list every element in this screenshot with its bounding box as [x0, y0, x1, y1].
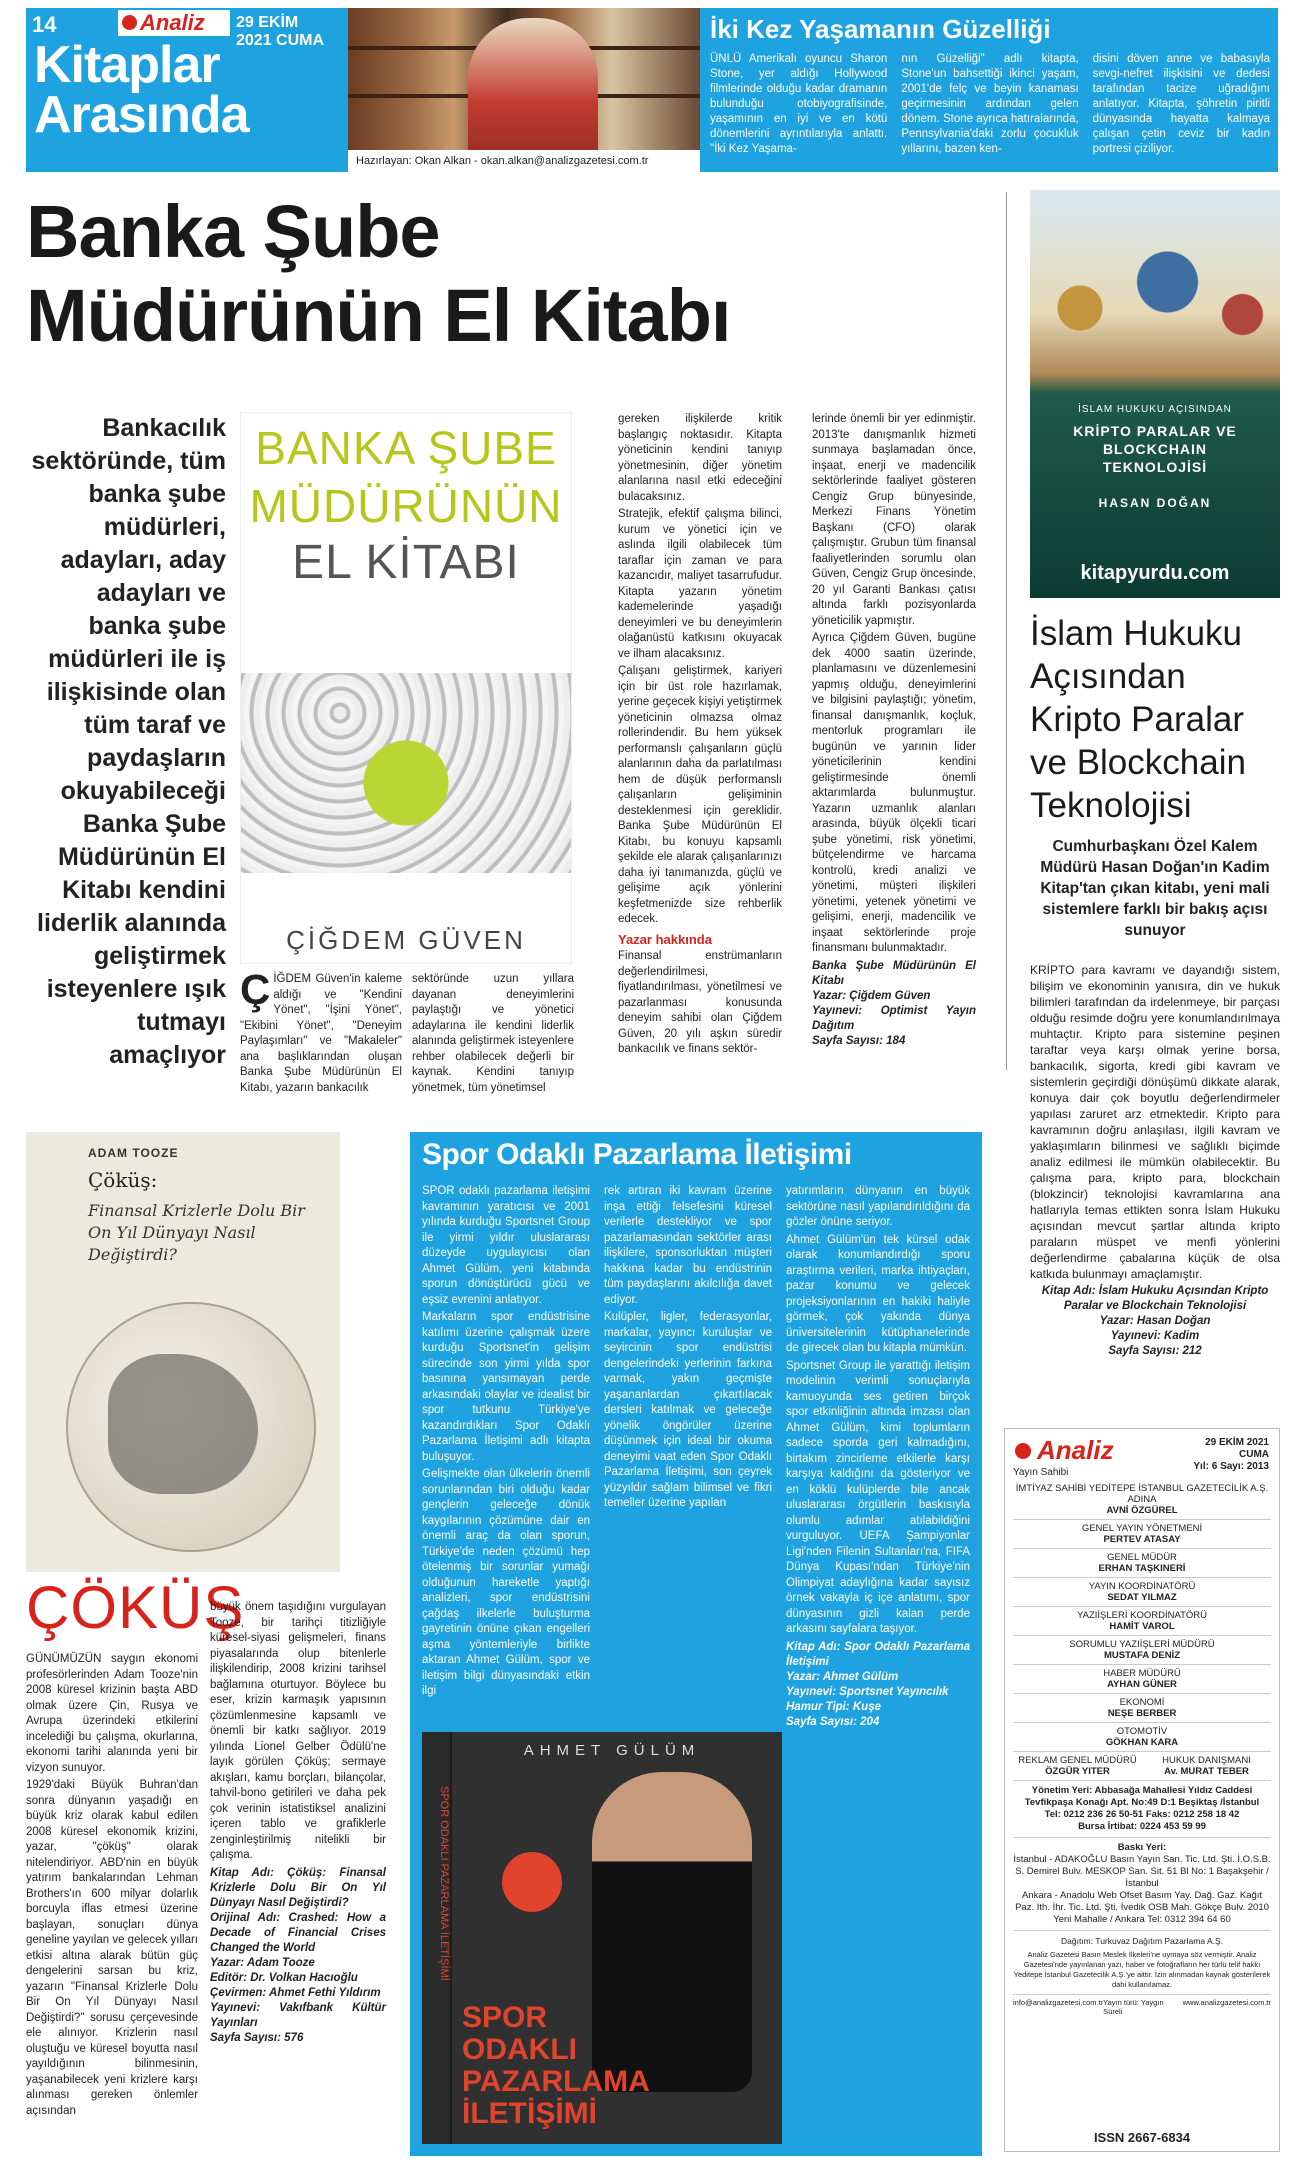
imprint-owner: İMTİYAZ SAHİBİ YEDİTEPE İSTANBUL GAZETECİLİK A.Ş. ADINA AVNİ ÖZGÜREL	[1013, 1480, 1271, 1520]
globe-illustration	[66, 1302, 316, 1552]
editor-credit: Hazırlayan: Okan Alkan - okan.alkan@analizgazetesi.com.tr	[348, 150, 700, 172]
ball-icon	[502, 1852, 562, 1912]
section-header	[26, 8, 1278, 172]
kripto-book-info: Kitap Adı: İslam Hukuku Açısından Kripto Paralar ve Blockchain Teknolojisi Yazar: Hasan Doğan Yayınevi: Kadim Sayfa Sayısı: 212	[1041, 1285, 1269, 1357]
main-col-2: sektöründe uzun yıllara dayanan deneyimlerini paylaştığı ve yönetici adaylarına ile kendini liderlik alanında geliştirmek isteyenlere rehber olabilecek değerli bir kaynak. Kendini tanıyıp yönetmek, tüm yönetimsel	[412, 973, 574, 1094]
svg-text:SPOR ODAKLI PAZARLAMA İLETİŞİM: SPOR ODAKLI PAZARLAMA İLETİŞİMİ	[438, 1786, 450, 1981]
cover-watermark: kitapyurdu.com	[1080, 562, 1230, 584]
skyline-illustration	[1030, 230, 1280, 360]
imprint-address: Yönetim Yeri: Abbasağa Mahallesi Yıldız Caddesi Tevfikpaşa Konağı Apt. No:49 D:1 Beşiktaş /İstanbul Tel: 0212 236 26 50-51 Faks: 0212 258 18 42 Bursa İrtibat: 0224 453 59 99	[1013, 1781, 1271, 1838]
header-col-2: nın Güzelliği" adlı kitapta, Stone'un bahsettiği ikinci yaşam, 2001'de felç ve beyin kanaması geçirmesinin ardından gelen dönem. Stone ayrıca hatıralarında, Pennsylvania'daki zorlu çocukluk yıllarını, bazen ken-	[901, 53, 1079, 155]
kripto-headline: İslam Hukuku Açısından Kripto Paralar ve Blockchain Teknolojisi	[1030, 614, 1246, 825]
spor-col-1: SPOR odaklı pazarlama iletişimi kavramının yaratıcısı ve 2001 yılında kurduğu Sportsnet Group ile yirmi yıldır uluslararası düzeyde uygulayıcısı olan Ahmet Gülüm, yeni kitabında sporun dönüştürücü gücü ve eşsiz evrenini anlatıyor. Markaların spor endüstrisine katılımı üzerine çalışmak üzere kurduğu Sportsnet'in gelişim sürecinde son yirmi yılda spor basınına yansımayan perde arkasındaki olaylar ve idealist bir spor tutkunu Türkiye'ye kazandırdıkları Spor Odaklı Pazarlama İletişimi adlı kitapta buluşuyor. Gelişmekte olan ülkelerin önemli sorunlarından biri olduğu kadar gençlerin geleceğe dönük kaygılarının çözümüne dair en önemli araç da olan sporun, Türkiye'de neden çözümü hep ötelenmiş bir sorunlar yumağı olduğunun hareketle yaptığı analizleri, spor endüstrisini çağdaş ilkelerle buluşturma gayretinin önüne çıkan engelleri aşma yöntemleriyle birlikte aktaran Ahmet Gülüm, spor ve iletişim bilgi dünyasındaki etkin ilgi	[422, 1185, 590, 1697]
header-photo	[348, 8, 700, 172]
book-info: Banka Şube Müdürünün El Kitabı Yazar: Çiğdem Güven Yayınevi: Optimist Yayın Dağıtım Sayfa Sayısı: 184	[812, 959, 976, 1047]
drop-cap: Ç	[240, 966, 271, 1013]
spor-book-cover: AHMET GÜLÜM SPOR ODAKLI PAZARLAMA İLETİŞİMİ SPOR ODAKLI PAZARLAMA İLETİŞİMİ	[422, 1732, 782, 2144]
imprint-box: Analiz 29 EKİM 2021 CUMA Yıl: 6 Sayı: 2013 Yayın Sahibi İMTİYAZ SAHİBİ YEDİTEPE İSTANBUL GAZETECİLİK A.Ş. ADINA AVNİ ÖZGÜREL GENEL YAYIN YÖNETMENİ PERTEV ATASAY GENEL MÜDÜR ERHAN TAŞKINERİ YAYIN KOORDİNATÖRÜ SEDAT YILMAZ YAZIİŞLERİ KOORDİNATÖRÜ HAMİT VAROL SORUMLU YAZIİŞLERİ MÜDÜRÜ MUSTAFA DENİZ HABER MÜDÜRÜ AYHAN GÜNER EKONOMİ NEŞE BERBER OTOMOTİV GÖKHAN KARA REKLAM GENEL MÜDÜRÜ ÖZGÜR YITER HUKUK DANIŞMANI Av. MURAT TEBER Yönetim Yeri: Abbasağa Mahallesi Yıldız Caddesi Tevfikpaşa Konağı Apt. No:49 D:1 Beşiktaş /İstanbul Tel: 0212 236 26 50-51 Faks: 0212 258 18 42 Bursa İrtibat: 0224 453 59 99 Baskı Yeri: İstanbul - ADAKOĞLU Basın Yayın San. Tic. Ltd. Şti. İ.O.S.B. S. Demirel Bulv. MESKOP San. Sit. 51 Bl No: 1 Başakşehir / İstanbul Ankara - Anadolu Web Ofset Basım Yay. Dağ. Gaz. Kağıt Paz. Ith. İhr. Tic. Ltd. Şti. İvedik OSB Mah. Gökçe Bulv. 2010 Yeni Mahalle / Ankara Tel: 0312 394 64 60 Dağıtım: Turkuvaz Dağıtım Pazarlama A.Ş. Analiz Gazetesi Basın Meslek İlkeleri'ne uymaya söz vermiştir. Analiz Gazetesi'nde yayınlanan yazı, haber ve fotoğrafların her türlü telif hakkı Yeditepe İstanbul Gazetecilik A.Ş.'ye aittir. İzin alınmadan kaynak gösterilerek dahi kullanılamaz. info@analizgazetesi.com.tr Yayın türü: Yaygın Süreli www.analizgazetesi.com.tr ISSN 2667-6834	[1004, 1428, 1280, 2152]
cover-title-line-3: EL KİTABI	[292, 536, 520, 589]
header-article-body	[710, 52, 1270, 168]
kripto-subheadline: Cumhurbaşkanı Özel Kalem Müdürü Hasan Doğan'ın Kadim Kitap'tan çıkan kitabı, yeni mali sistemlere farklı bir bakış açısı sunuyor	[1040, 838, 1270, 939]
cokus-col-2: büyük önem taşıdığını vurgulayan Tooze, bir tarihçi titizliğiyle küresel-siyasi gelişmeleri, finans piyasalarında olup bitenlerle ilişkilendirip, 2008 krizini tarihsel bağlamına oturtuyor. Böylece bu eser, krizin karmaşık yapısının çözümlenmesine kapsamlı ve önemli bir katkı sağlıyor. 2019 yılında Lionel Gelber Ödülü'ne layık görülen Çöküş; sermaye akışları, kamu borçları, bilançolar, tahvil-bono getirileri ve daha pek çok verinin istatistiksel analizini içeren tablo ve grafiklerle zenginleştirilmiş nitelikli bir çalışma. Kitap Adı: Çöküş: Finansal Krizlerle Dolu Bir On Yıl Dünyayı Nasıl Değiştirdi? Orijinal Adı: Crashed: How a Decade of Financial Crises Changed the World Yazar: Adam Tooze Editör: Dr. Volkan Hacıoğlu Çevirmen: Ahmet Fethi Yıldırım Yayınevi: Vakıfbank Kültür Yayınları Sayfa Sayısı: 576	[210, 1601, 386, 2044]
main-lead: Bankacılık sektöründe, tüm banka şube müdürleri, adayları, aday adayları ve banka şube müdürleri ile iş ilişkisinde olan tüm taraf ve paydaşların okuyabileceği Banka Şube Müdürünün El Kitabı kendini liderlik alanında geliştirmek isteyenlere ışık tutmayı amaçlıyor	[31, 414, 226, 1069]
logo-dot-icon	[122, 15, 137, 30]
issue-date: 29 EKİM 2021 CUMA	[236, 14, 325, 49]
main-headline: Banka Şube Müdürünün El Kitabı	[26, 190, 731, 357]
column-divider	[1006, 192, 1007, 1070]
cokus-col-1: GÜNÜMÜZÜN saygın ekonomi profesörlerinden Adam Tooze'nin 2008 küresel krizinin başta ABD olmak üzere Çin, Rusya ve Avrupa üzerindeki etkilerini incelediği bu çalışma, okurlarına, ekonomi tarihi alanında yeni bir vizyon sunuyor. 1929'daki Büyük Buhran'dan sonra dünyanın yaşadığı en büyük kriz olarak kabul edilen 2008 küresel ekonomik krizini, yazar, "çöküş" olarak nitelendiriyor. ABD'nin en büyük yatırım bankalarından Lehman Brothers'ın 600 milyar dolarlık borcuyla iflas etmesi üzerine başlayan, sonuçları dünya geneline yayılan ve gelecek yılları etkisi altına alarak bütün güç dengelerini sarsan bu kriz, yazarın "Finansal Krizlerle Dolu Bir On Yıl Dünyayı Nasıl Değiştirdi?" sorusu çerçevesinde ele alınıyor. Krizlerin nasıl oluştuğu ve küresel boyutta nasıl yayıldığının bilinmesinin, yaşanabilecek yeni krizlere karşı alınması gereken önlemler açısından	[26, 1653, 198, 2117]
cokus-book-cover: ADAM TOOZE Çöküş: Finansal Krizlerle Dolu Bir On Yıl Dünyayı Nasıl Değiştirdi?	[26, 1132, 340, 1572]
main-col-1: ÇİĞDEM Güven'in kaleme aldığı ve "Kendini Yönet", "İşini Yönet", "Ekibini Yönet", "Deneyim Paylaşımları" ve "Makaleler" ana başlıklarından oluşan Banka Şube Müdürünün El Kitabı, yazarın bankacılık	[240, 966, 402, 1094]
section-title: Kitaplar Arasında	[34, 36, 249, 144]
cover-title-line-1: BANKA ŞUBE	[255, 422, 557, 474]
imprint-web: info@analizgazetesi.com.tr Yayın türü: Yaygın Süreli www.analizgazetesi.com.tr	[1013, 1998, 1271, 2016]
cokus-headline: ÇÖKÜŞ	[26, 1574, 245, 1641]
reader-figure	[468, 18, 598, 172]
newspaper-logo[interactable]: Analiz	[118, 10, 230, 36]
kripto-book-cover: İSLAM HUKUKU AÇISINDAN KRİPTO PARALAR VE BLOCKCHAIN TEKNOLOJİSİ HASAN DOĞAN kitapyurdu.com	[1030, 190, 1280, 598]
main-col-3: gereken ilişkilerde kritik başlangıç noktasıdır. Kitapta yöneticinin kendini tanıyıp yönetmesinin, diğer yönetim alanlarına nasıl etki edeceğini bulacaksınız. Stratejik, efektif çalışma bilinci, kurum ve yönetici için ve aslında ilgili olabilecek tüm taraflar için zaman ve para kazancıdır, maliyet tasarrufudur. Kitapta yazarın yönetim kademelerinde yaşadığı deneyimleri ve bu deneyimlerin olağanüstü katkısını okuyacak ve ilham alacaksınız. Çalışanı geliştirmek, kariyeri için bir üst role hazırlamak, yerine geçecek kişiyi yetiştirmek yöneticinin olmazsa olmaz rollerindendir. Bu hem yüksek performanslı çalışanların güçlü alanlarının daha da parlatılması hem de düşük performanslı çalışanların gelişiminin desteklenmesi için gereklidir. Banka Şube Müdürünün El Kitabı, bu konuyu kapsamlı şekilde ele alarak çalışanlarınızı daha iyi tanımanızda, güçlü ve gelişime açık yönlerini keşfetmenizde size rehberlik edecek. Yazar hakkında Finansal enstrümanların değerlendirilmesi, fiyatlandırılması, yönetilmesi ve pazarlanması konusunda deneyim sahibi olan Çiğdem Güven, 20 yılı aşkın süredir bankacılık ve finans sektör-	[618, 413, 782, 1055]
main-col-4: lerinde önemli bir yer edinmiştir. 2013'te danışmanlık hizmeti sunmaya başlamadan önce, inşaat, enerji ve madencilik sektörlerinde faaliyet gösteren Cengiz Grup bünyesinde, Merkezi Finans Yönetim Başkanı (CFO) olarak çalışmıştır. Grubun tüm finansal faaliyetlerinden sorumlu olan Güven, Cengiz Grup öncesinde, 20 yıl Garanti Bankası çatısı altında farklı pozisyonlarda yöneticilik yapmıştır. Ayrıca Çiğdem Güven, bugüne dek 4000 saatin üzerinde, planlamasını ve düzenlemesini yapmış olduğu, deneyimlerini ve bilgisini paylaştığı; yönetim, finansal danışmanlık, koçluk, mentorluk programları ile bugünün ve yarının lider yöneticilerinin kendini geliştirmesinde önemli aktarımlarda bulunmuştur. Yazarın uzmanlık alanları arasında, büyük ölçekli ticari şube yönetimi, risk yönetimi, bütçelendirme ve harcama kontrolü, kredi analizi ve yönetimi, müşteri ilişkileri yönetimi, yetenek yönetimi ve gelişimi, enerji, madencilik ve inşaat sektörlerinde proje finansmanı bulunmaktadır. Banka Şube Müdürünün El Kitabı Yazar: Çiğdem Güven Yayınevi: Optimist Yayın Dağıtım Sayfa Sayısı: 184	[812, 413, 976, 1047]
cokus-book-info: Kitap Adı: Çöküş: Finansal Krizlerle Dolu Bir On Yıl Dünyayı Nasıl Değiştirdi? Orijinal Adı: Crashed: How a Decade of Financial Crises Changed the World Yazar: Adam Tooze Editör: Dr. Volkan Hacıoğlu Çevirmen: Ahmet Fethi Yıldırım Yayınevi: Vakıfbank Kültür Yayınları Sayfa Sayısı: 576	[210, 1866, 386, 2044]
imprint-logo: Analiz	[1013, 1435, 1271, 1465]
header-article-title: İki Kez Yaşamanın Güzelliği	[710, 14, 1051, 44]
banka-book-cover	[240, 412, 572, 964]
cover-spine	[428, 1782, 450, 2122]
header-col-1: ÜNLÜ Amerikalı oyuncu Sharon Stone, yer aldığı Hollywood filmlerinde olduğu kadar dramanın bulunduğu otobiyografisinde, yaşamının en iyi ve en kötü dönemlerini ayrıntılarıyla anlattı. "İki Kez Yaşama-	[710, 53, 888, 155]
cover-author: ÇİĞDEM GÜVEN	[286, 925, 526, 955]
spor-col-2: rek artıran iki kavram üzerine inşa ettiği felsefesini küresel verilerle destekliyor ve spor pazarlamasından sektörler arası ilişkilere, sponsorluktan müşteri hakkına kadar bu endüstrinin tüm paydaşlarını akılcılığa davet ediyor. Kulüpler, ligler, federasyonlar, markalar, yayıncı kuruluşlar ve seyircinin spor endüstrisi dengelerindeki yerlerinin farkına varmak, yakın geçmişte yaşananlardan çıkartılacak dersleri katılmak ve geleceğe yönelik öngörüler üzerine düşünmek için ideal bir okuma deneyimi vaat eden Spor Odaklı Pazarlama İletişimi, son çeyrek yüzyıldır sağlam bilimsel ve fikri temeller üzerine yapılan	[604, 1185, 772, 1509]
spor-headline: Spor Odaklı Pazarlama İletişimi	[422, 1138, 852, 1171]
page-number: 14	[32, 12, 57, 37]
cover-title: SPOR ODAKLI PAZARLAMA İLETİŞİMİ	[462, 2001, 649, 2130]
author-about-heading: Yazar hakkında	[618, 931, 712, 947]
spor-book-info: Kitap Adı: Spor Odaklı Pazarlama İletişimi Yazar: Ahmet Gülüm Yayınevi: Sportsnet Yayıncılık Hamur Tipi: Kuşe Sayfa Sayısı: 204	[786, 1640, 970, 1728]
spheres-illustration	[241, 673, 571, 873]
spor-article	[410, 1132, 982, 2156]
spor-col-3: yatırımların dünyanın en büyük sektörüne nasıl yapılandırıldığını da gözler önüne seriyor. Ahmet Gülüm'ün tek kürsel odak olarak konumlandırdığı sporu araştırma verileri, marka ihtiyaçları, pazar konumu ve gelecek projeksiyonlarının en hakiki haliyle görmek, çok yakında dünya üniversitelerinin kütüphanelerinde de girecek olan bu kitapla mümkün. Sportsnet Group ile yarattığı iletişim modelinin verimli sonuçlarıyla kamuoyunda ses getiren birçok spor etkinliğinin altında imzası olan Ahmet Gülüm, kimi toplumların sadece sporda geri kalmadığını, birtakım zincirleme etkilerle karşı karşıya kaldığını da gösteriyor ve en köklü kulüplerde bile ancak uluslararası örgütlerin baskısıyla olumlu adımlar atılabildiğini vurguluyor. UEFA Şampiyonlar Ligi'nden Filenin Sultanları'na, FIFA Dünya Kupası'ndan Türkiye'nin Olimpiyat adaylığına kadar sayısız örnek vakayla iç içe anlatımı, spor dünyasının gizli kalan perde arkasını sayfalara taşıyor. Kitap Adı: Spor Odaklı Pazarlama İletişimi Yazar: Ahmet Gülüm Yayınevi: Sportsnet Yayıncılık Hamur Tipi: Kuşe Sayfa Sayısı: 204	[786, 1185, 970, 1728]
imprint-print: Baskı Yeri: İstanbul - ADAKOĞLU Basın Yayın San. Tic. Ltd. Şti. İ.O.S.B. S. Demirel Bulv. MESKOP San. Sit. 51 Bl No: 1 Başakşehir / İstanbul Ankara - Anadolu Web Ofset Basım Yay. Dağ. Gaz. Kağıt Paz. Ith. İhr. Tic. Ltd. Şti. İvedik OSB Mah. Gökçe Bulv. 2010 Yeni Mahalle / Ankara Tel: 0312 394 64 60	[1013, 1838, 1271, 1931]
imprint-date: 29 EKİM 2021 CUMA Yıl: 6 Sayı: 2013	[1193, 1437, 1269, 1472]
issn: ISSN 2667-6834	[1093, 2130, 1191, 2145]
kripto-body: KRİPTO para kavramı ve dayandığı sistem, bilişim ve ekonominin yanısıra, din ve hukuk bilimleri tarafından da irdelenmeye, bir parçası olduğu resimde doğru yere konumlandırılmaya muhtaçtır. Kripto para sistemine peşinen taraftar veya karşı olmak yerine borsa, bankacılık, sigorta, kredi gibi kavram ve sistemlerin geçirdiği dönüşümü dikkate alarak, konuya dair çok boyutlu değerlendirmeler yapılası zaruret arz etmektedir. Kripto para kavramının doğru anlaşılası, ilgili kavram ve yaklaşımların bilinmesi ve sağlıklı biçimde analiz edilmesi ile mümkün olabilecektir. Bu çalışma para, kripto para, blockchain (blokzincir) teknolojisi kavramlarına ana hatlarıyla temas ettikten sonra İslam Hukuku açısından mevcut şartlar altında kripto paraların müspet ve menfi yönlerini değerlendirme çabalarına küçük de olsa katkıda bulunmayı amaçlamıştır. Kitap Adı: İslam Hukuku Açısından Kripto Paralar ve Blockchain Teknolojisi Yazar: Hasan Doğan Yayınevi: Kadim Sayfa Sayısı: 212	[1030, 963, 1280, 1357]
header-col-3: disini döven anne ve babasıyla sevgi-nefret ilişkisini ve dedesi tarafından tacize uğradığını anlatıyor. Kitapta, şöhretin piritli dünyasında hayatta kalmaya çalışan çetin ceviz bir kadın portresi çiziliyor.	[1092, 53, 1270, 155]
cover-title-line-2: MÜDÜRÜNÜN	[249, 480, 563, 532]
